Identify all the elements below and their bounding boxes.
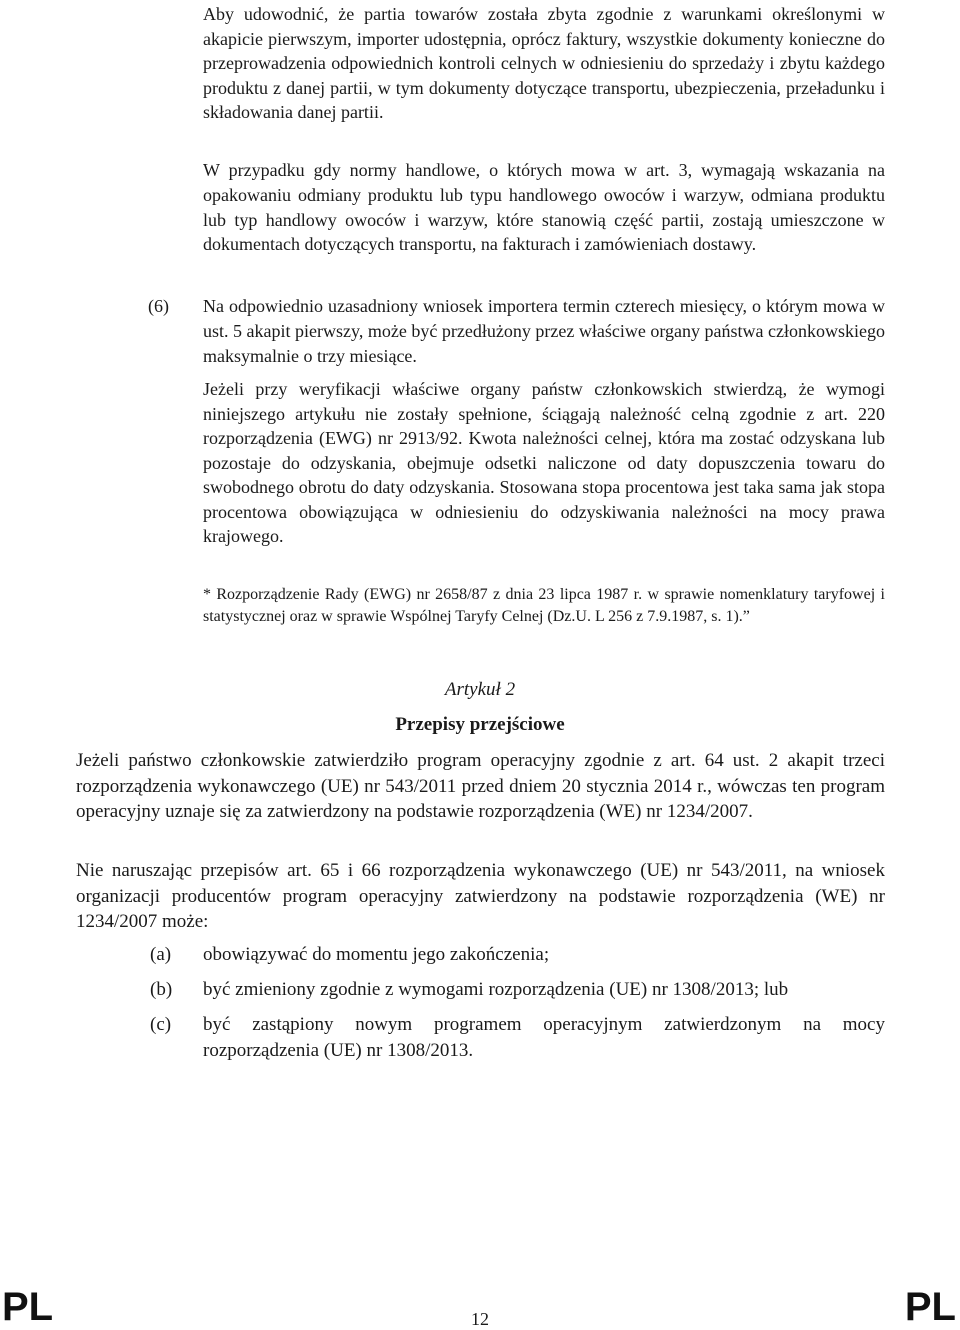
paragraph-extension: Na odpowiednio uzasadniony wniosek importera termin czterech miesięcy, o którym mowa w ust. 5 akapit pierwszy, może być przedłużony przez właściwe organy państwa członkowskiego maksymalnie o trzy miesiące.: [203, 296, 885, 366]
article-number: Artykuł 2: [444, 679, 516, 700]
footer-language-right: PL: [904, 1285, 956, 1329]
footnote-regulation: * Rozporządzenie Rady (EWG) nr 2658/87 z dnia 23 lipca 1987 r. w sprawie nomenklatury taryfowej i statystycznej oraz w sprawie Wspólnej Taryfy Celnej (Dz.U. L 256 z 7.9.1987, s. 1).”: [203, 586, 885, 625]
paragraph-recovery: Jeżeli przy weryfikacji właściwe organy państw członkowskich stwierdzą, że wymogi niniejszego artykułu nie zostały spełnione, ściągają należność celną zgodnie z art. 220 rozporządzenia (EWG) nr 2913/92. Kwota należności celnej, która ma zostać odzyskana lub pozostaje do odzyskania, obejmuje odsetki naliczone od daty dopuszczenia towaru do swobodnego obrotu do daty odzyskania. Stosowana stopa procentowa jest taka sama jak stopa procentowa obowiązująca w odniesieniu do odzyskiwania należności na mocy prawa krajowego.: [203, 379, 885, 546]
list-item-label-b: (b): [150, 979, 173, 1000]
paragraph-approved-programme: Jeżeli państwo członkowskie zatwierdziło program operacyjny zgodnie z art. 64 ust. 2 akapit trzeci rozporządzenia wykonawczego (UE) nr 543/2011 przed dniem 20 stycznia 2014 r., wówczas ten program operacyjny uznaje się za zatwierdzony na podstawie rozporządzenia (WE) nr 1234/2007.: [76, 750, 885, 823]
footer-language-left: PL: [2, 1285, 54, 1329]
list-item-b: być zmieniony zgodnie z wymogami rozporządzenia (UE) nr 1308/2013; lub: [203, 979, 789, 1000]
list-item-a: obowiązywać do momentu jego zakończenia;: [203, 944, 550, 965]
paragraph-import-evidence: Aby udowodnić, że partia towarów została zbyta zgodnie z warunkami określonymi w akapicie pierwszym, importer udostępnia, oprócz faktury, wszystkie dokumenty konieczne do przeprowadzenia odpowiednich kontroli celnych w odniesieniu do sprzedaży i zbytu każdego produktu z danej partii, w tym dokumenty dotyczące transportu, ubezpieczenia, przeładunku i składowania danej partii.: [203, 4, 885, 123]
paragraph-marketing-standards: W przypadku gdy normy handlowe, o których mowa w art. 3, wymagają wskazania na opakowaniu odmiany produktu lub typu handlowego owoców i warzyw, odmiana produktu lub typ handlowy owoców i warzyw, które stanowią część partii, zostają umieszczone w dokumentach dotyczących transportu, na fakturach i zamówieniach dostawy.: [203, 160, 885, 255]
page-number: 12: [471, 1309, 489, 1329]
list-item-label-c: (c): [150, 1014, 172, 1035]
list-item-c: być zastąpiony nowym programem operacyjnym zatwierdzonym na mocy rozporządzenia (UE) nr 1308/2013.: [203, 1014, 885, 1061]
article-title: Przepisy przejściowe: [395, 714, 565, 735]
point-number-6: (6): [148, 296, 169, 316]
paragraph-producer-request: Nie naruszając przepisów art. 65 i 66 rozporządzenia wykonawczego (UE) nr 543/2011, na wniosek organizacji producentów program operacyjny zatwierdzony na podstawie rozporządzenia (WE) nr 1234/2007 może:: [76, 860, 885, 933]
list-item-label-a: (a): [150, 944, 172, 965]
